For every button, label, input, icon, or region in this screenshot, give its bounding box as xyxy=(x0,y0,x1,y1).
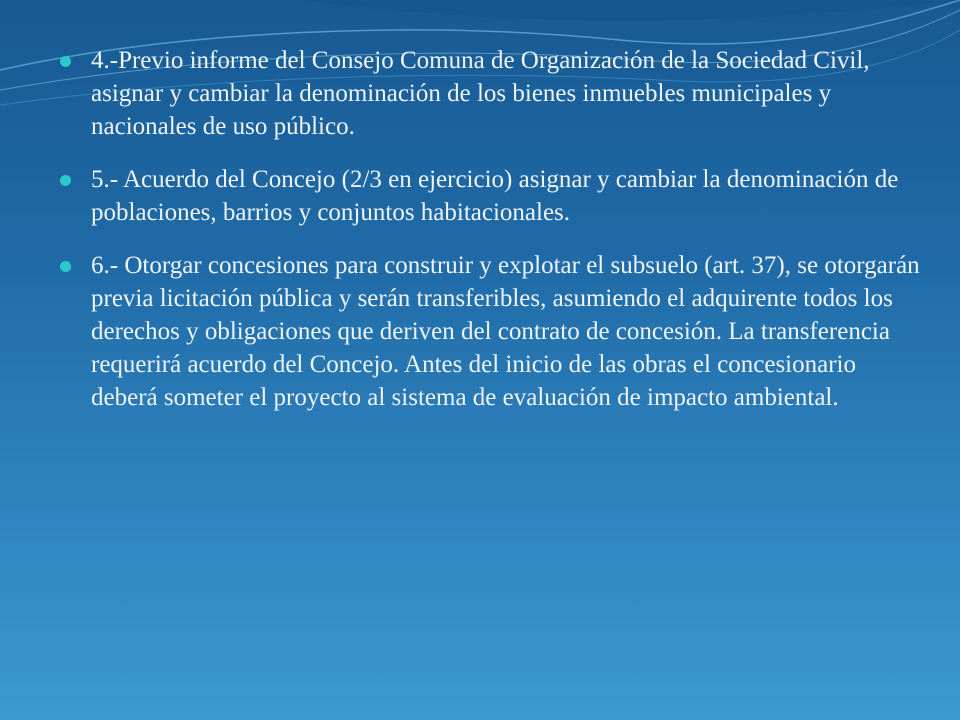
bullet-item-5 xyxy=(60,163,920,229)
bullet-text-6: 6.- Otorgar concesiones para construir y explotar el subsuelo (art. 37), se otorgarán previa licitación pública y serán transferibles, asumiendo el adquirente todos los derechos y obligaciones que deriven del contrato de concesión. La transferencia requerirá acuerdo del Concejo. Antes del inicio de las obras el concesionario deberá someter el proyecto al sistema de evaluación de impacto ambiental. xyxy=(91,252,920,411)
bullet-text-4: 4.-Previo informe del Consejo Comuna de Organización de la Sociedad Civil, asignar y cambiar la denominación de los bienes inmuebles municipales y nacionales de uso público. xyxy=(91,47,870,140)
bullet-text-5: 5.- Acuerdo del Concejo (2/3 en ejercicio) asignar y cambiar la denominación de poblaciones, barrios y conjuntos habitacionales. xyxy=(91,166,899,226)
bullet-dot-icon xyxy=(60,175,71,186)
bullet-list xyxy=(60,44,920,414)
bullet-dot-icon xyxy=(60,56,71,67)
slide-content xyxy=(60,44,920,434)
bullet-item-4 xyxy=(60,44,920,143)
bullet-item-6 xyxy=(60,249,920,414)
bullet-dot-icon xyxy=(60,261,71,272)
